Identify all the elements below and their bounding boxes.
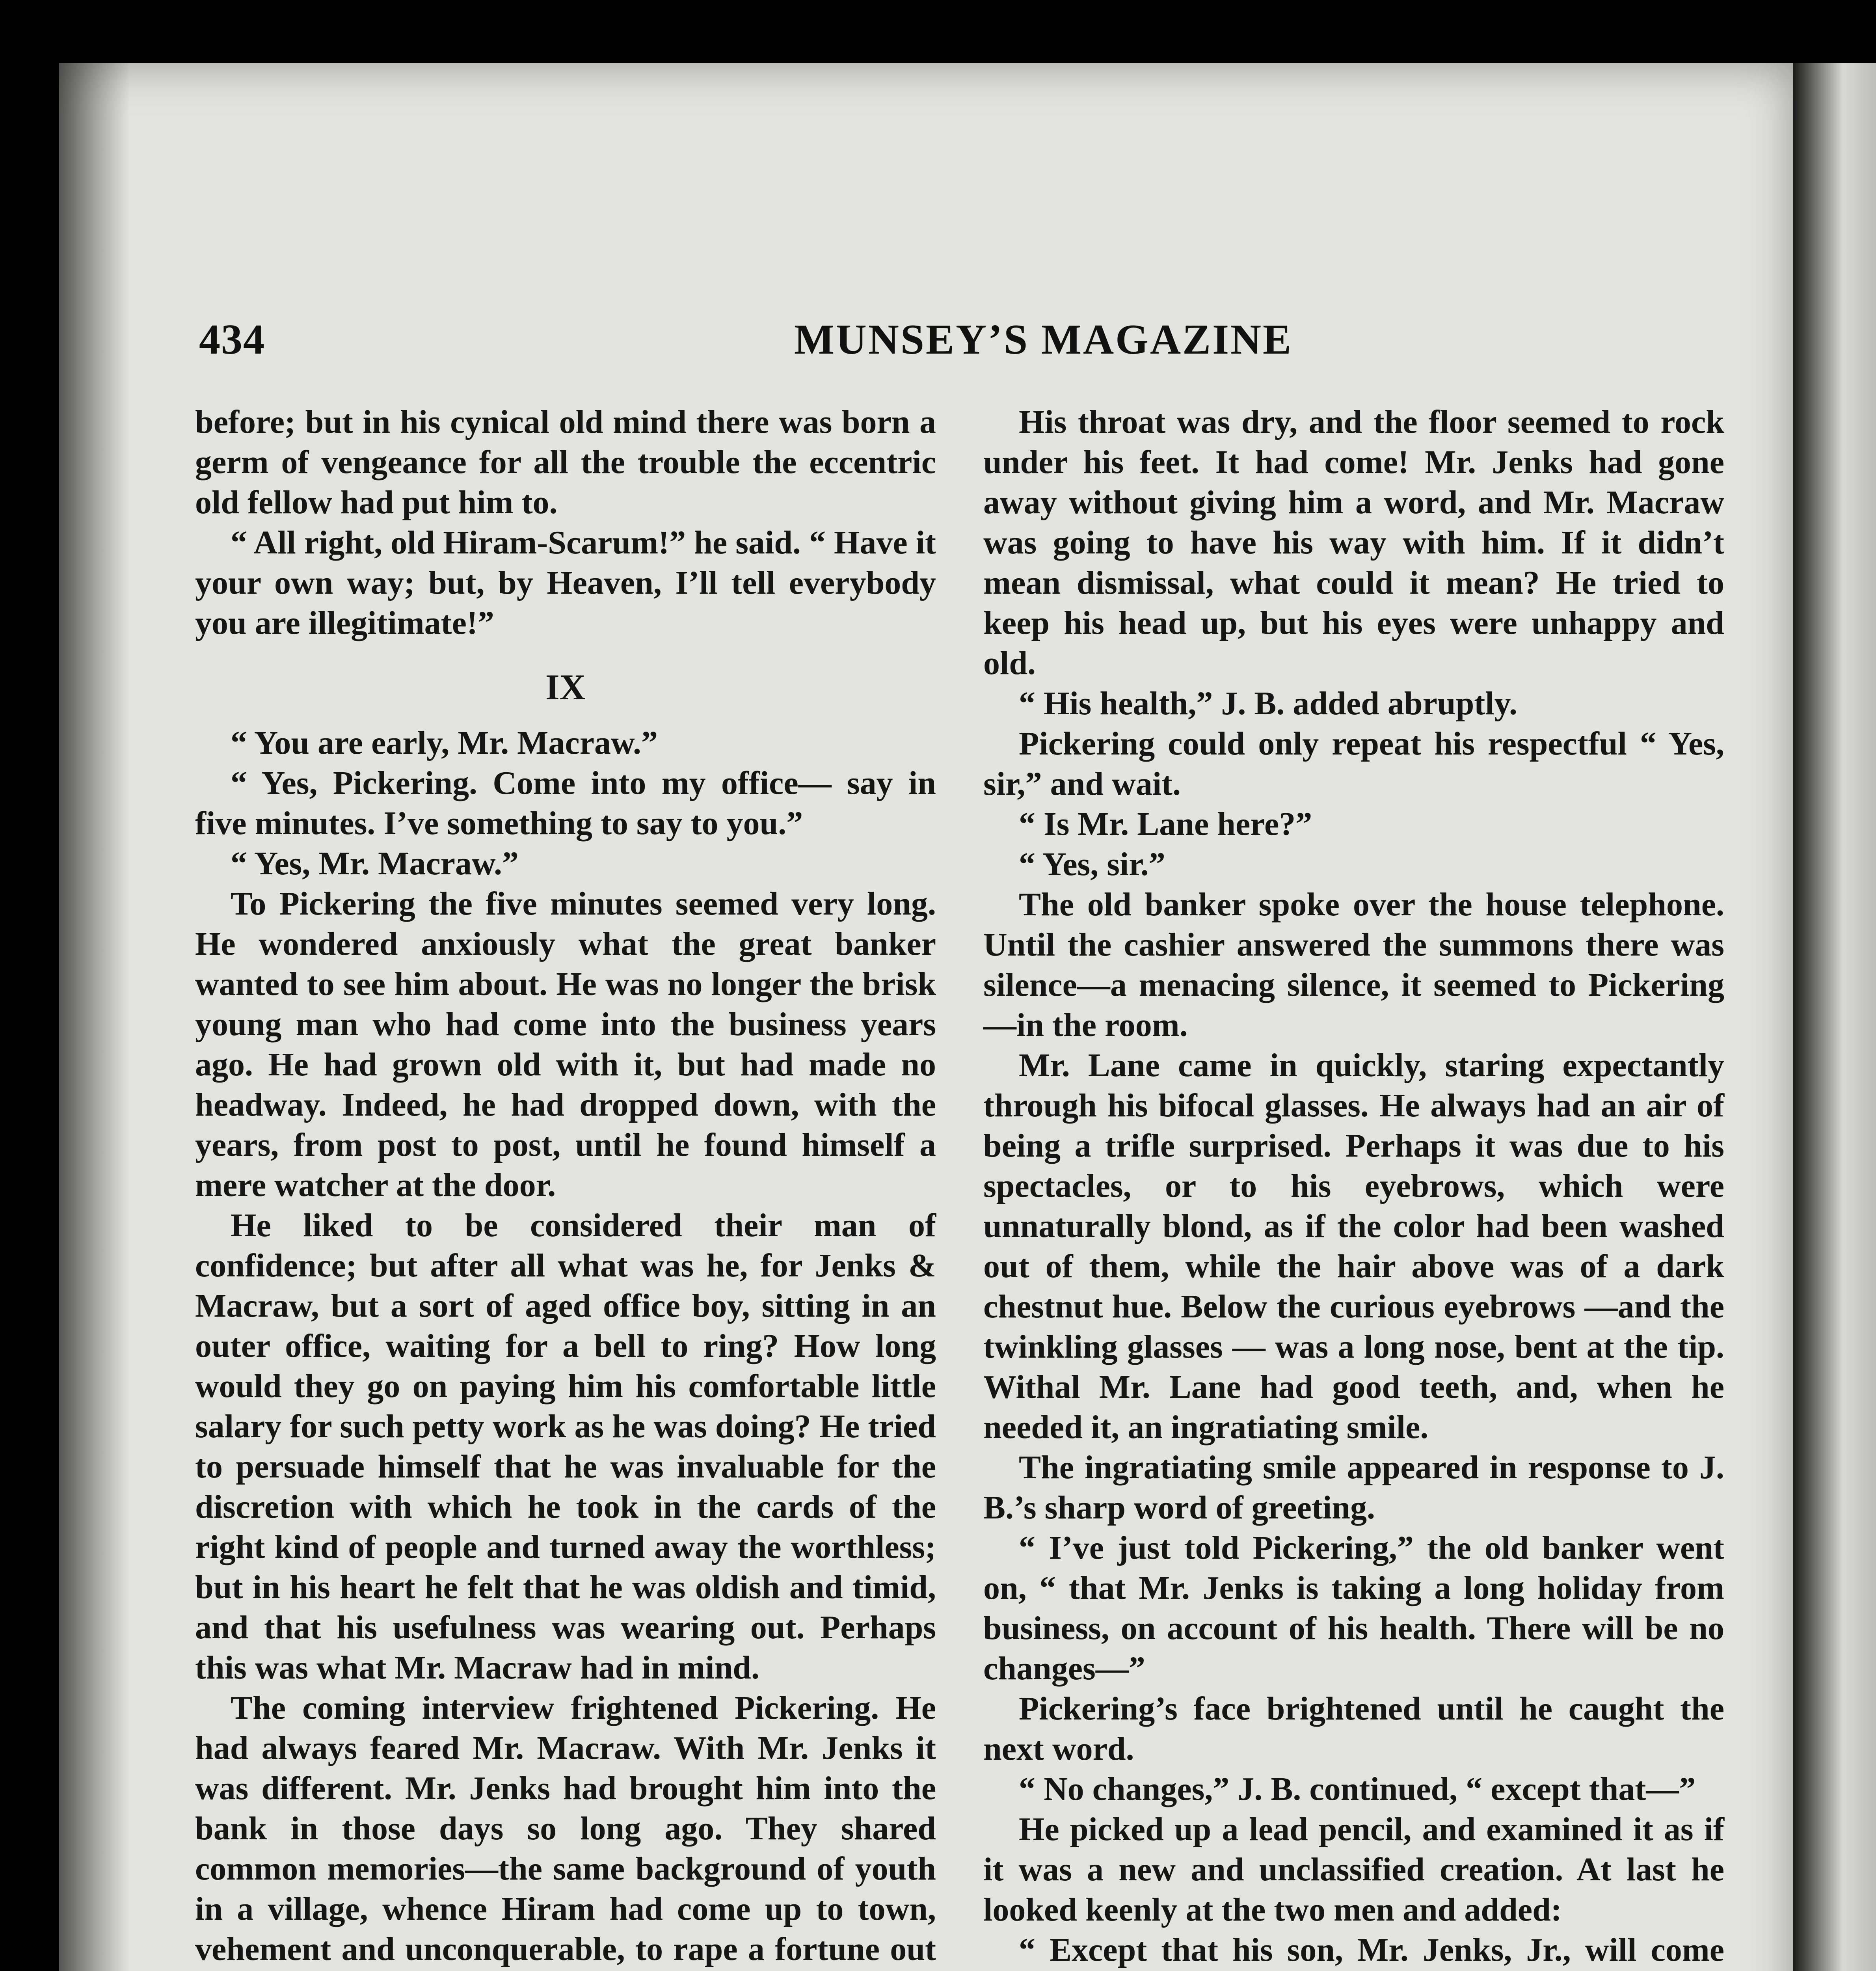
paragraph: “ His health,” J. B. added abruptly. bbox=[1019, 685, 1517, 722]
right-column bbox=[983, 402, 1724, 1971]
paragraph: “ You are early, Mr. Macraw.” bbox=[231, 725, 658, 761]
paragraph: The ingratiating smile appeared in response to J. B.’s sharp word of greeting. bbox=[983, 1449, 1724, 1526]
paragraph: “ Except that his son, Mr. Jenks, Jr., will come bbox=[1019, 1932, 1724, 1968]
paragraph: “ Yes, sir.” bbox=[1019, 846, 1165, 883]
paragraph: Mr. Lane came in quickly, staring expectantly through his bifocal glasses. He always had an air of being a trifle surprised. Perhaps it was due to his spectacles, or to his eyebrows, which were unnaturally blond, as if the color had been washed out of them, while the hair above was of a dark chestnut hue. Below the curious eyebrows —and the twinkling glasses — was a long nose, bent at the tip. Withal Mr. Lane had good teeth, and, when he needed it, an ingratiating smile. bbox=[983, 1047, 1724, 1446]
magazine-page bbox=[59, 63, 1793, 1971]
paragraph: “ All right, old Hiram-Scarum!” he said. “ Have it your own way; but, by Heaven, I’ll tell everybody you are illegitimate!” bbox=[195, 524, 936, 641]
running-head: MUNSEY’S MAGAZINE bbox=[794, 316, 1293, 363]
page-header bbox=[199, 315, 1776, 371]
paragraph: Pickering’s face brightened until he caught the next word. bbox=[983, 1690, 1724, 1767]
paragraph: “ Yes, Mr. Macraw.” bbox=[231, 845, 519, 882]
paragraph: To Pickering the five minutes seemed very long. He wondered anxiously what the great banker wanted to see him about. He was no longer the brisk young man who had come into the business years ago. He had grown old with it, but had made no headway. Indeed, he had dropped down, with the years, from post to post, until he found himself a mere watcher at the door. bbox=[195, 885, 936, 1203]
paragraph: The old banker spoke over the house telephone. Until the cashier answered the summons there was silence—a menacing silence, it seemed to Pickering—in the room. bbox=[983, 886, 1724, 1043]
page-number: 434 bbox=[199, 316, 265, 363]
section-heading: IX bbox=[545, 667, 586, 707]
paragraph: “ No changes,” J. B. continued, “ except that—” bbox=[1019, 1771, 1696, 1807]
paragraph: “ I’ve just told Pickering,” the old banker went on, “ that Mr. Jenks is taking a long holiday from business, on account of his health. There will be no changes—” bbox=[983, 1529, 1724, 1687]
paragraph: “ Is Mr. Lane here?” bbox=[1019, 806, 1312, 842]
paragraph: He liked to be considered their man of confidence; but after all what was he, for Jenks & Macraw, but a sort of aged office boy, sitting in an outer office, waiting for a bell to ring? How long would they go on paying him his comfortable little salary for such petty work as he was doing? He tried to persuade himself that he was invaluable for the discretion with which he took in the cards of the right kind of people and turned away the worthless; but in his heart he felt that he was oldish and timid, and that his usefulness was wearing out. Perhaps this was what Mr. Macraw had in mind. bbox=[195, 1207, 936, 1686]
paragraph: His throat was dry, and the floor seemed to rock under his feet. It had come! Mr. Jenks had gone away without giving him a word, and Mr. Macraw was going to have his way with him. If it didn’t mean dismissal, what could it mean? He tried to keep his head up, but his eyes were unhappy and old. bbox=[983, 404, 1724, 682]
paragraph: The coming interview frightened Pickering. He had always feared Mr. Macraw. With Mr. Jenks it was different. Mr. Jenks had brought him into the bank in those days so long ago. They shared common memories—the same background of youth in a village, whence Hiram had come up to town, vehement and unconquerable, to rape a fortune out bbox=[195, 1690, 936, 1967]
paragraph: “ Yes, Pickering. Come into my office— say in five minutes. I’ve something to say to you.” bbox=[195, 765, 936, 842]
paragraph: He picked up a lead pencil, and examined it as if it was a new and unclassified creation. At last he looked keenly at the two men and added: bbox=[983, 1811, 1724, 1928]
next-page-edge bbox=[1793, 63, 1876, 1971]
paragraph: Pickering could only repeat his respectful “ Yes, sir,” and wait. bbox=[983, 725, 1724, 802]
paragraph: before; but in his cynical old mind there was born a germ of vengeance for all the trouble the eccentric old fellow had put him to. bbox=[195, 404, 936, 521]
left-column bbox=[195, 402, 936, 1971]
